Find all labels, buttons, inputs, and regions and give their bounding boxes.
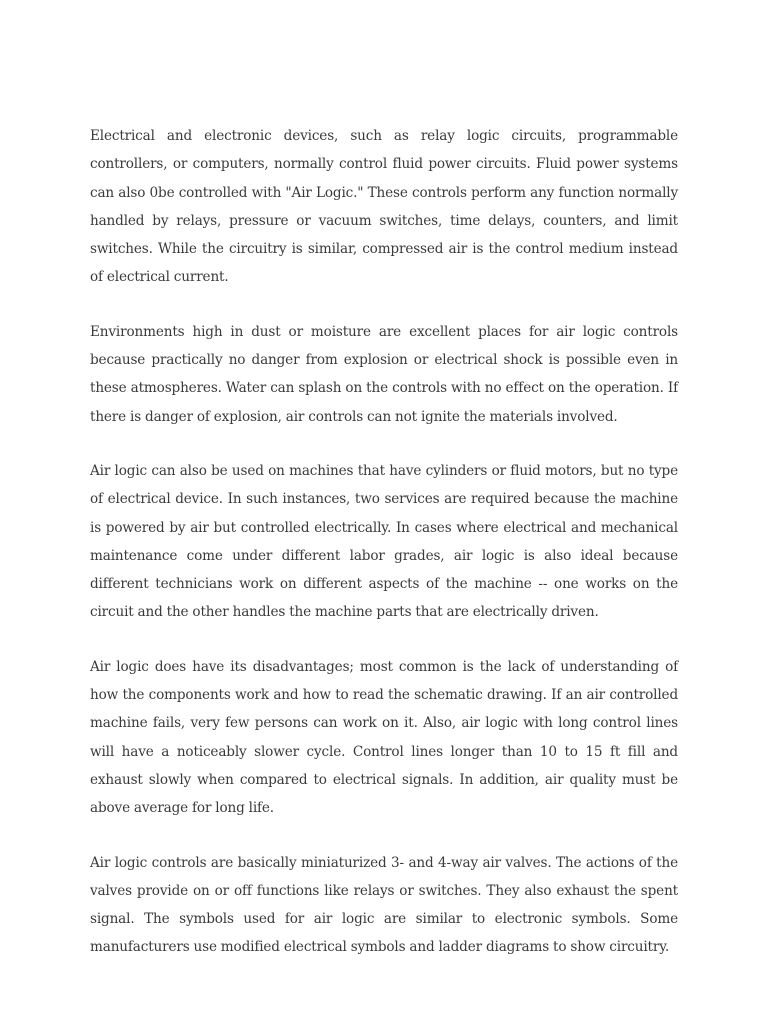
paragraph-machines: Air logic can also be used on machines that have cylinders or fluid motors, but no type of electrical device. In such instances, two services are required because the machine is powered by air but controlled electrically. In cases where electrical and mechanical maintenance come under different labor grades, air logic is also ideal because different technicians work on different aspects of the machine -- one works on the circuit and the other handles the machine parts that are electrically driven. [90,462,678,621]
paragraph-environments: Environments high in dust or moisture are excellent places for air logic controls because practically no danger from explosion or electrical shock is possible even in these atmospheres. Water can splash on the controls with no effect on the operation. If there is danger of explosion, air controls can not ignite the materials involved. [90,323,678,425]
document-body [90,122,678,962]
paragraph-intro: Electrical and electronic devices, such as relay logic circuits, programmable controllers, or computers, normally control fluid power circuits. Fluid power systems can also 0be controlled with "Air Logic." These controls perform any function normally handled by relays, pressure or vacuum switches, time delays, counters, and limit switches. While the circuitry is similar, compressed air is the control medium instead of electrical current. [90,128,678,286]
paragraph-disadvantages: Air logic does have its disadvantages; most common is the lack of understanding of how the components work and how to read the schematic drawing. If an air controlled machine fails, very few persons can work on it. Also, air logic with long control lines will have a noticeably slower cycle. Control lines longer than 10 to 15 ft fill and exhaust slowly when compared to electrical signals. In addition, air quality must be above average for long life. [90,658,678,817]
paragraph-controls: Air logic controls are basically miniaturized 3- and 4-way air valves. The actions of the valves provide on or off functions like relays or switches. They also exhaust the spent signal. The symbols used for air logic are similar to electronic symbols. Some manufacturers use modified electrical symbols and ladder diagrams to show circuitry. [90,854,678,956]
